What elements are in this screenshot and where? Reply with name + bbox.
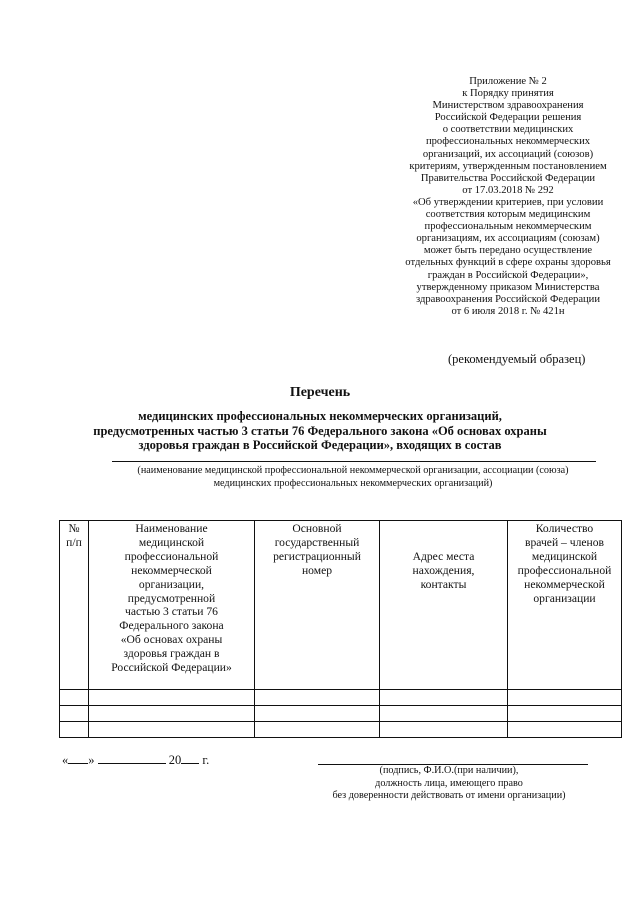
month-blank[interactable] <box>98 752 166 764</box>
appendix-line: профессиональных некоммерческих <box>425 136 591 148</box>
caption-line: (подпись, Ф.И.О.(при наличии), <box>379 765 519 776</box>
table-cell[interactable] <box>255 706 380 722</box>
appendix-line: организациям, их ассоциациям (союзам) <box>416 233 600 245</box>
subtitle-line: предусмотренных частью 3 статьи 76 Федерального закона «Об основах охраны <box>93 423 547 438</box>
document-title: Перечень <box>289 385 351 400</box>
subtitle-line: здоровья граждан в Российской Федерации», входящих в состав <box>138 438 502 453</box>
appendix-line: критериям, утвержденным постановлением <box>409 160 607 172</box>
appendix-line: Министерством здравоохранения <box>432 100 584 112</box>
appendix-line: от 17.03.2018 № 292 <box>462 184 554 196</box>
appendix-line: от 6 июля 2018 г. № 421н <box>451 305 565 317</box>
table-cell[interactable] <box>380 706 508 722</box>
caption-line: (наименование медицинской профессиональной некоммерческой организации, ассоциации (союза) <box>137 465 569 476</box>
header-number: № п/п <box>60 521 89 690</box>
appendix-line: может быть передано осуществление <box>423 245 593 257</box>
table-row <box>60 722 622 738</box>
table-cell[interactable] <box>89 706 255 722</box>
table-cell[interactable] <box>380 722 508 738</box>
table-cell[interactable] <box>60 690 89 706</box>
day-blank[interactable] <box>68 752 88 764</box>
table-cell[interactable] <box>89 690 255 706</box>
table-cell[interactable] <box>89 722 255 738</box>
year-prefix: 20 <box>168 753 182 767</box>
appendix-line: к Порядку принятия <box>462 88 554 100</box>
table-row <box>60 706 622 722</box>
table-cell[interactable] <box>380 690 508 706</box>
table-cell[interactable] <box>255 722 380 738</box>
caption-line: медицинских профессиональных некоммерческих организаций) <box>213 477 493 489</box>
sample-label: (рекомендуемый образец) <box>448 352 586 366</box>
signature-caption <box>318 765 580 803</box>
table-cell[interactable] <box>60 706 89 722</box>
year-suffix: г. <box>202 753 210 767</box>
table-cell[interactable] <box>508 690 622 706</box>
caption-line: должность лица, имеющего право <box>375 777 523 789</box>
header-doctors-count: Количество врачей – членов медицинской профессиональной некоммерческой организации <box>508 521 622 690</box>
appendix-line: Приложение № 2 <box>469 76 547 87</box>
header-registration-number: Основной государственный регистрационный номер <box>255 521 380 690</box>
date-open-quote: « <box>62 753 69 767</box>
organizations-table <box>59 520 622 738</box>
table-cell[interactable] <box>508 706 622 722</box>
caption-line: без доверенности действовать от имени организации) <box>332 790 566 801</box>
appendix-line: здравоохранения Российской Федерации <box>415 293 601 305</box>
table-cell[interactable] <box>255 690 380 706</box>
document-subtitle <box>90 409 550 453</box>
organization-name-line <box>112 461 596 462</box>
header-address-contacts: Адрес места нахождения, контакты <box>380 521 508 690</box>
appendix-line: отдельных функций в сфере охраны здоровья <box>405 257 611 269</box>
table-row <box>60 690 622 706</box>
appendix-line: профессиональным некоммерческим <box>424 221 592 233</box>
appendix-line: Российской Федерации решения <box>434 112 582 124</box>
organization-name-caption <box>90 465 616 490</box>
appendix-line: о соответствии медицинских <box>442 124 574 136</box>
appendix-line: организаций, их ассоциаций (союзов) <box>422 148 594 160</box>
appendix-line: граждан в Российской Федерации», <box>427 269 589 281</box>
appendix-header <box>393 76 623 318</box>
appendix-line: Правительства Российской Федерации <box>420 172 596 184</box>
appendix-line: «Об утверждении критериев, при условии <box>412 196 604 208</box>
date-close-quote: » <box>88 753 95 767</box>
subtitle-line: медицинских профессиональных некоммерческих организаций, <box>138 409 502 423</box>
year-blank[interactable] <box>181 752 199 764</box>
appendix-line: соответствия которым медицинским <box>425 209 591 221</box>
appendix-line: утвержденному приказом Министерства <box>416 281 600 293</box>
table-cell[interactable] <box>508 722 622 738</box>
date-line <box>62 752 209 768</box>
table-header-row <box>60 521 622 690</box>
table-cell[interactable] <box>60 722 89 738</box>
header-organization-name: Наименование медицинской профессиональной некоммерческой организации, предусмотренной частью 3 статьи 76 Федерального закона «Об основах охраны здоровья граждан в Российской Федерации» <box>89 521 255 690</box>
